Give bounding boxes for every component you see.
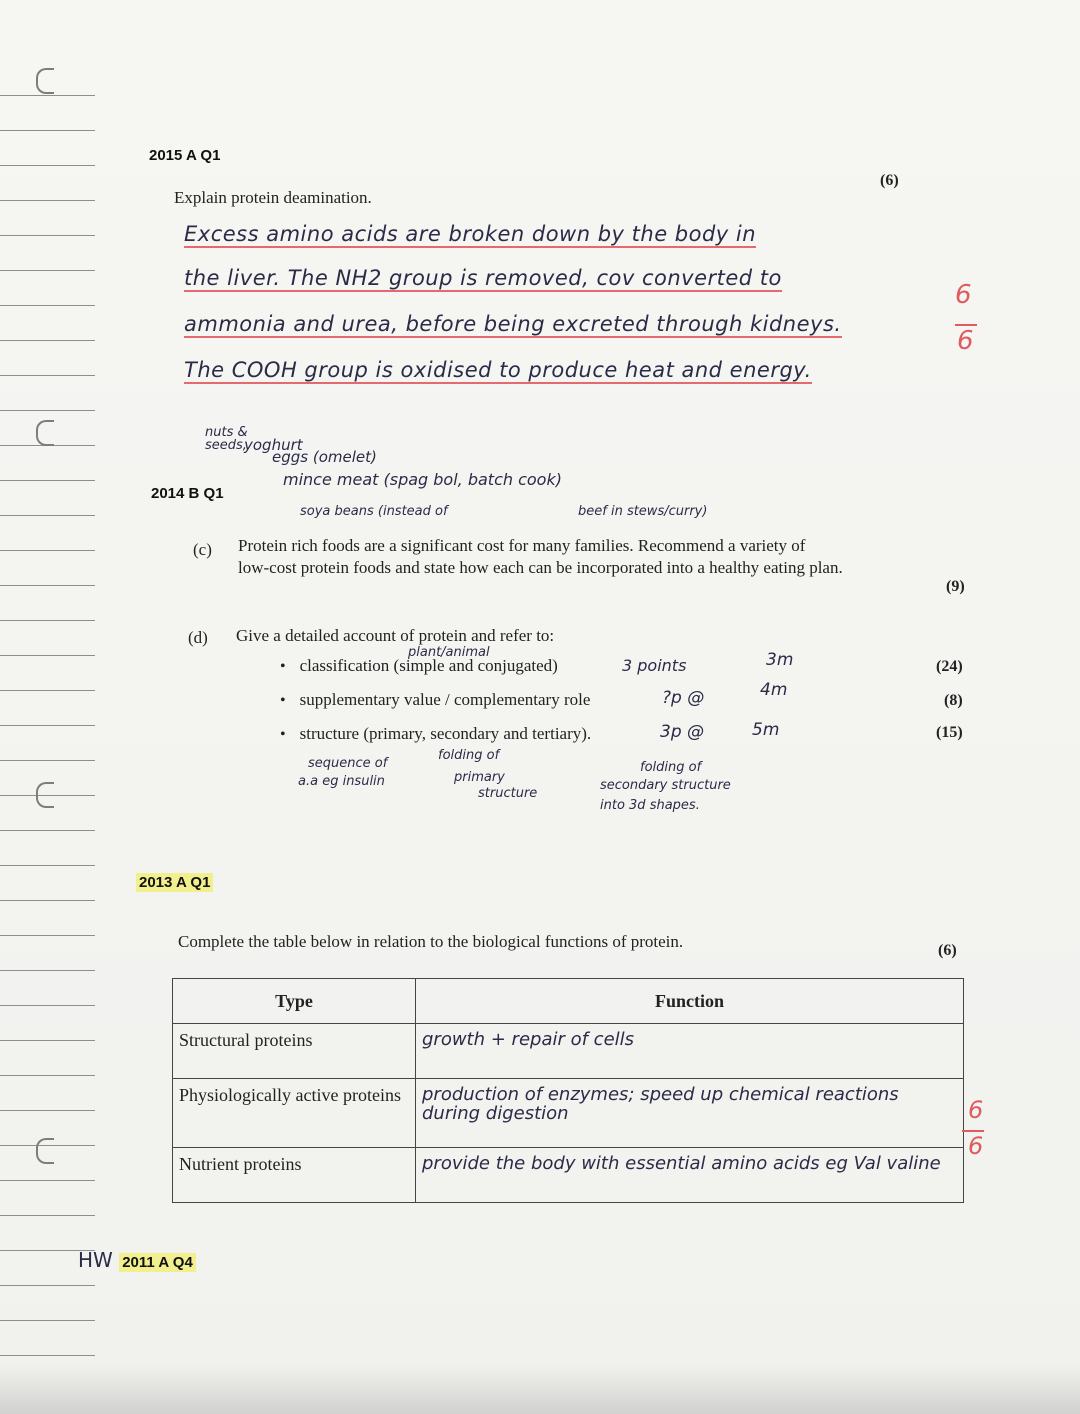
bullet-structure: • structure (primary, secondary and tertiary).	[280, 724, 591, 744]
punch-hole	[36, 68, 54, 94]
homework-marker	[78, 1248, 196, 1272]
question-label-2013: 2013 A Q1	[136, 873, 213, 892]
note-2p: ?p @	[662, 688, 705, 708]
note-plant-animal: plant/animal	[408, 645, 490, 660]
note-sequence-of: sequence of	[308, 756, 388, 771]
answer-line-2: the liver. The NH2 group is removed, cov converted to	[184, 266, 782, 290]
note-folding-of-2: folding of	[640, 760, 702, 775]
function-cell: provide the body with essential amino acids eg Val valine	[416, 1148, 964, 1203]
type-cell: Physiologically active proteins	[173, 1079, 416, 1148]
question-label-2014: 2014 B Q1	[151, 485, 224, 502]
table-row	[173, 1079, 964, 1148]
part-c-text-2: low-cost protein foods and state how each can be incorporated into a healthy eating plan.	[238, 558, 843, 577]
function-cell: growth + repair of cells	[416, 1024, 964, 1079]
note-eggs: eggs (omelet)	[272, 448, 377, 466]
note-structure: structure	[478, 786, 538, 801]
table-row	[173, 1024, 964, 1079]
note-5m: 5m	[752, 720, 780, 740]
bullet-supplementary: • supplementary value / complementary role	[280, 690, 591, 710]
protein-functions-table	[172, 978, 964, 1203]
notes-nuts-seeds: nuts & seeds,	[205, 425, 248, 453]
marks-supplementary: (8)	[944, 692, 963, 709]
score-2015-top: 6	[955, 280, 972, 310]
hw-prefix: HW	[78, 1248, 113, 1272]
note-3d-shapes: into 3d shapes.	[600, 798, 700, 813]
type-cell: Nutrient proteins	[173, 1148, 416, 1203]
score-2013-top: 6	[968, 1096, 984, 1124]
part-d-bullet-list	[280, 656, 591, 758]
answer-line-3: ammonia and urea, before being excreted through kidneys.	[184, 312, 842, 336]
header-function: Function	[416, 979, 964, 1024]
score-2015-bottom: 6	[957, 326, 974, 356]
note-mince-meat: mince meat (spag bol, batch cook)	[283, 470, 562, 489]
marks-part-c: (9)	[946, 578, 965, 595]
marks-classification: (24)	[936, 658, 963, 675]
table-row	[173, 1148, 964, 1203]
question-label-2011: 2011 A Q4	[119, 1253, 196, 1272]
part-c-text-1: Protein rich foods are a significant cost for many families. Recommend a variety of	[238, 536, 806, 555]
function-cell: production of enzymes; speed up chemical reactions during digestion	[416, 1079, 964, 1148]
note-folding-of-1: folding of	[438, 748, 500, 763]
marks-2013: (6)	[938, 942, 957, 959]
marks-2015: (6)	[880, 172, 899, 189]
table-header-row	[173, 979, 964, 1024]
punch-hole	[36, 1138, 54, 1164]
bullet-classification: • classification (simple and conjugated)	[280, 656, 591, 676]
question-text-2015: Explain protein deamination.	[174, 188, 372, 207]
question-label-2015: 2015 A Q1	[149, 147, 221, 164]
note-soya-beans: soya beans (instead of	[300, 504, 448, 519]
type-cell: Structural proteins	[173, 1024, 416, 1079]
punch-hole	[36, 782, 54, 808]
part-d-intro: Give a detailed account of protein and refer to:	[236, 626, 555, 645]
note-yoghurt: yoghurt	[244, 436, 303, 454]
answer-line-1: Excess amino acids are broken down by the body in	[184, 222, 757, 246]
part-c-letter: (c)	[193, 540, 212, 559]
question-text-2013: Complete the table below in relation to the biological functions of protein.	[178, 932, 684, 951]
answer-line-4: The COOH group is oxidised to produce heat and energy.	[184, 358, 812, 382]
note-3p: 3p @	[660, 722, 705, 742]
part-d-letter: (d)	[188, 628, 208, 647]
note-3-points: 3 points	[622, 656, 687, 675]
note-primary: primary	[454, 770, 505, 785]
note-beef-stews: beef in stews/curry)	[578, 504, 708, 519]
note-secondary-structure: secondary structure	[600, 778, 731, 793]
score-2013-bottom: 6	[968, 1132, 984, 1160]
note-3m: 3m	[766, 650, 794, 670]
page-bottom-shadow	[0, 1364, 1080, 1414]
header-type: Type	[173, 979, 416, 1024]
note-aa-insulin: a.a eg insulin	[298, 774, 385, 789]
note-4m: 4m	[760, 680, 788, 700]
marks-structure: (15)	[936, 724, 963, 741]
punch-hole	[36, 420, 54, 446]
